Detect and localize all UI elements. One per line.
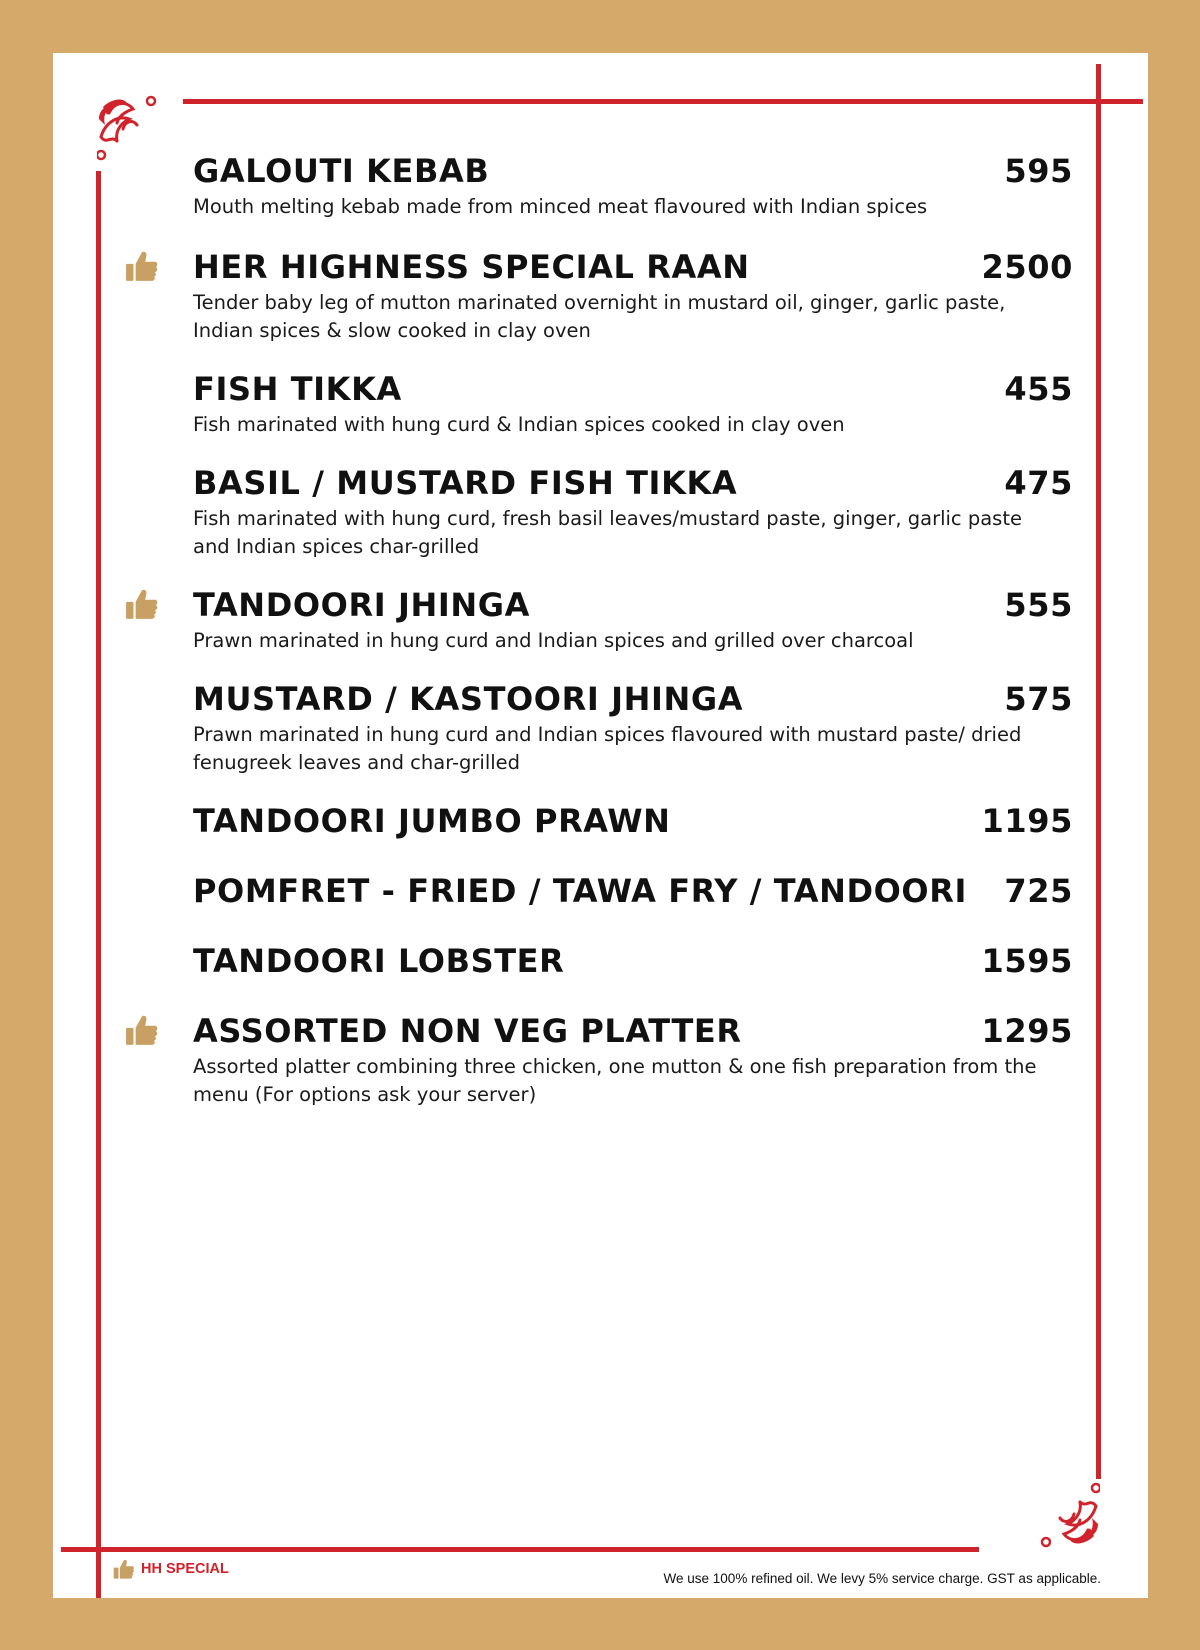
menu-page xyxy=(53,53,1148,1598)
item-price: 1195 xyxy=(981,802,1073,840)
thumbs-up-icon xyxy=(125,249,159,283)
item-name: HER HIGHNESS SPECIAL RAAN xyxy=(193,248,750,286)
item-price: 2500 xyxy=(981,248,1073,286)
floral-corner-ornament-top-left xyxy=(97,93,169,165)
footer-note: We use 100% refined oil. We levy 5% service charge. GST as applicable. xyxy=(663,1571,1101,1586)
item-name: MUSTARD / KASTOORI JHINGA xyxy=(193,680,744,718)
hh-special-label: HH SPECIAL xyxy=(141,1561,229,1577)
item-description: Prawn marinated in hung curd and Indian spices and grilled over charcoal xyxy=(193,629,914,652)
item-price: 1595 xyxy=(981,942,1073,980)
item-price: 595 xyxy=(1004,152,1073,190)
frame-left-line xyxy=(96,171,101,1598)
item-name: TANDOORI JUMBO PRAWN xyxy=(193,802,671,840)
item-description: Tender baby leg of mutton marinated overnight in mustard oil, ginger, garlic paste, Indian spices & slow cooked in clay oven xyxy=(193,291,1006,342)
thumbs-up-icon xyxy=(113,1558,135,1580)
item-description: Mouth melting kebab made from minced meat flavoured with Indian spices xyxy=(193,195,928,218)
thumbs-up-icon xyxy=(125,587,159,621)
item-name: ASSORTED NON VEG PLATTER xyxy=(193,1012,742,1050)
item-description: Fish marinated with hung curd & Indian spices cooked in clay oven xyxy=(193,413,845,436)
item-price: 475 xyxy=(1004,464,1073,502)
item-name: BASIL / MUSTARD FISH TIKKA xyxy=(193,464,738,502)
item-name: POMFRET - FRIED / TAWA FRY / TANDOORI xyxy=(193,872,967,910)
frame-top-line xyxy=(183,99,1143,104)
frame-right-line xyxy=(1096,64,1101,1479)
item-price: 555 xyxy=(1004,586,1073,624)
item-description: Assorted platter combining three chicken, one mutton & one fish preparation from the menu (For options ask your server) xyxy=(193,1055,1037,1106)
item-price: 1295 xyxy=(981,1012,1073,1050)
floral-corner-ornament-bottom-right xyxy=(1028,1478,1100,1550)
item-description: Prawn marinated in hung curd and Indian spices flavoured with mustard paste/ dried fenugreek leaves and char-grilled xyxy=(193,723,1022,774)
item-price: 455 xyxy=(1004,370,1073,408)
frame-bottom-line xyxy=(61,1547,979,1552)
item-price: 725 xyxy=(1004,872,1073,910)
item-name: FISH TIKKA xyxy=(193,370,402,408)
item-name: TANDOORI LOBSTER xyxy=(193,942,565,980)
item-name: TANDOORI JHINGA xyxy=(193,586,530,624)
item-description: Fish marinated with hung curd, fresh basil leaves/mustard paste, ginger, garlic paste and Indian spices char-grilled xyxy=(193,507,1022,558)
item-price: 575 xyxy=(1004,680,1073,718)
thumbs-up-icon xyxy=(125,1013,159,1047)
hh-special-legend xyxy=(113,1558,229,1580)
item-name: GALOUTI KEBAB xyxy=(193,152,490,190)
